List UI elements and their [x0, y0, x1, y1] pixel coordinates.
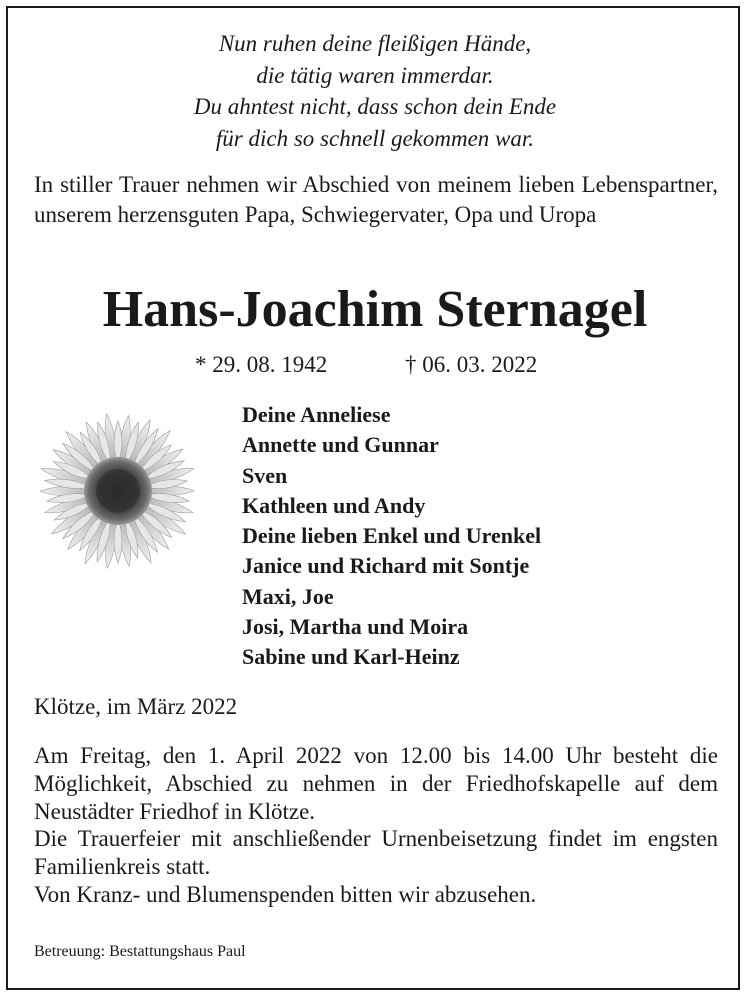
death-date: † 06. 03. 2022 — [405, 352, 538, 377]
ceremony-text: Die Trauerfeier mit anschließender Urnenbeisetzung findet im engsten Familienkreis statt. — [34, 826, 718, 880]
funeral-home: Betreuung: Bestattungshaus Paul — [34, 943, 246, 960]
mourner: Deine lieben Enkel und Urenkel — [242, 523, 542, 548]
flowers-text: Von Kranz- und Blumenspenden bitten wir abzusehen. — [34, 881, 537, 907]
mourner: Janice und Richard mit Sontje — [242, 553, 530, 579]
mourner: Kathleen und Andy — [242, 492, 426, 518]
mourner: Sabine und Karl-Heinz — [242, 644, 460, 669]
mourner: Josi, Martha und Moira — [242, 613, 469, 639]
mourner: Annette und Gunnar — [242, 432, 439, 458]
poem-line: für dich so schnell gekommen war. — [215, 125, 535, 151]
mourner-list — [242, 400, 541, 672]
poem — [0, 28, 750, 154]
place-date: Klötze, im März 2022 — [34, 694, 238, 719]
viewing-text: Am Freitag, den 1. April 2022 von 12.00 bis 14.00 Uhr besteht die Möglichkeit, Abschied zu nehmen in der Friedhofskapelle auf dem Neustädter Friedhof in Klötze. — [34, 743, 718, 824]
deceased-name: Hans-Joachim Sternagel — [102, 281, 648, 338]
poem-line: die tätig waren immerdar. — [256, 62, 494, 88]
mourner: Deine Anneliese — [242, 402, 391, 427]
intro-text: In stiller Trauer nehmen wir Abschied von meinem lieben Lebenspartner, unserem herzensguten Papa, Schwiegervater, Opa und Uropa — [34, 172, 718, 227]
funeral-details — [34, 742, 718, 909]
sunflower-icon — [30, 408, 206, 574]
poem-line: Nun ruhen deine fleißigen Hände, — [218, 31, 532, 56]
birth-date: * 29. 08. 1942 — [195, 352, 328, 377]
mourner: Maxi, Joe — [242, 583, 334, 609]
mourner: Sven — [242, 462, 288, 488]
poem-line: Du ahntest nicht, dass schon dein Ende — [193, 94, 557, 119]
